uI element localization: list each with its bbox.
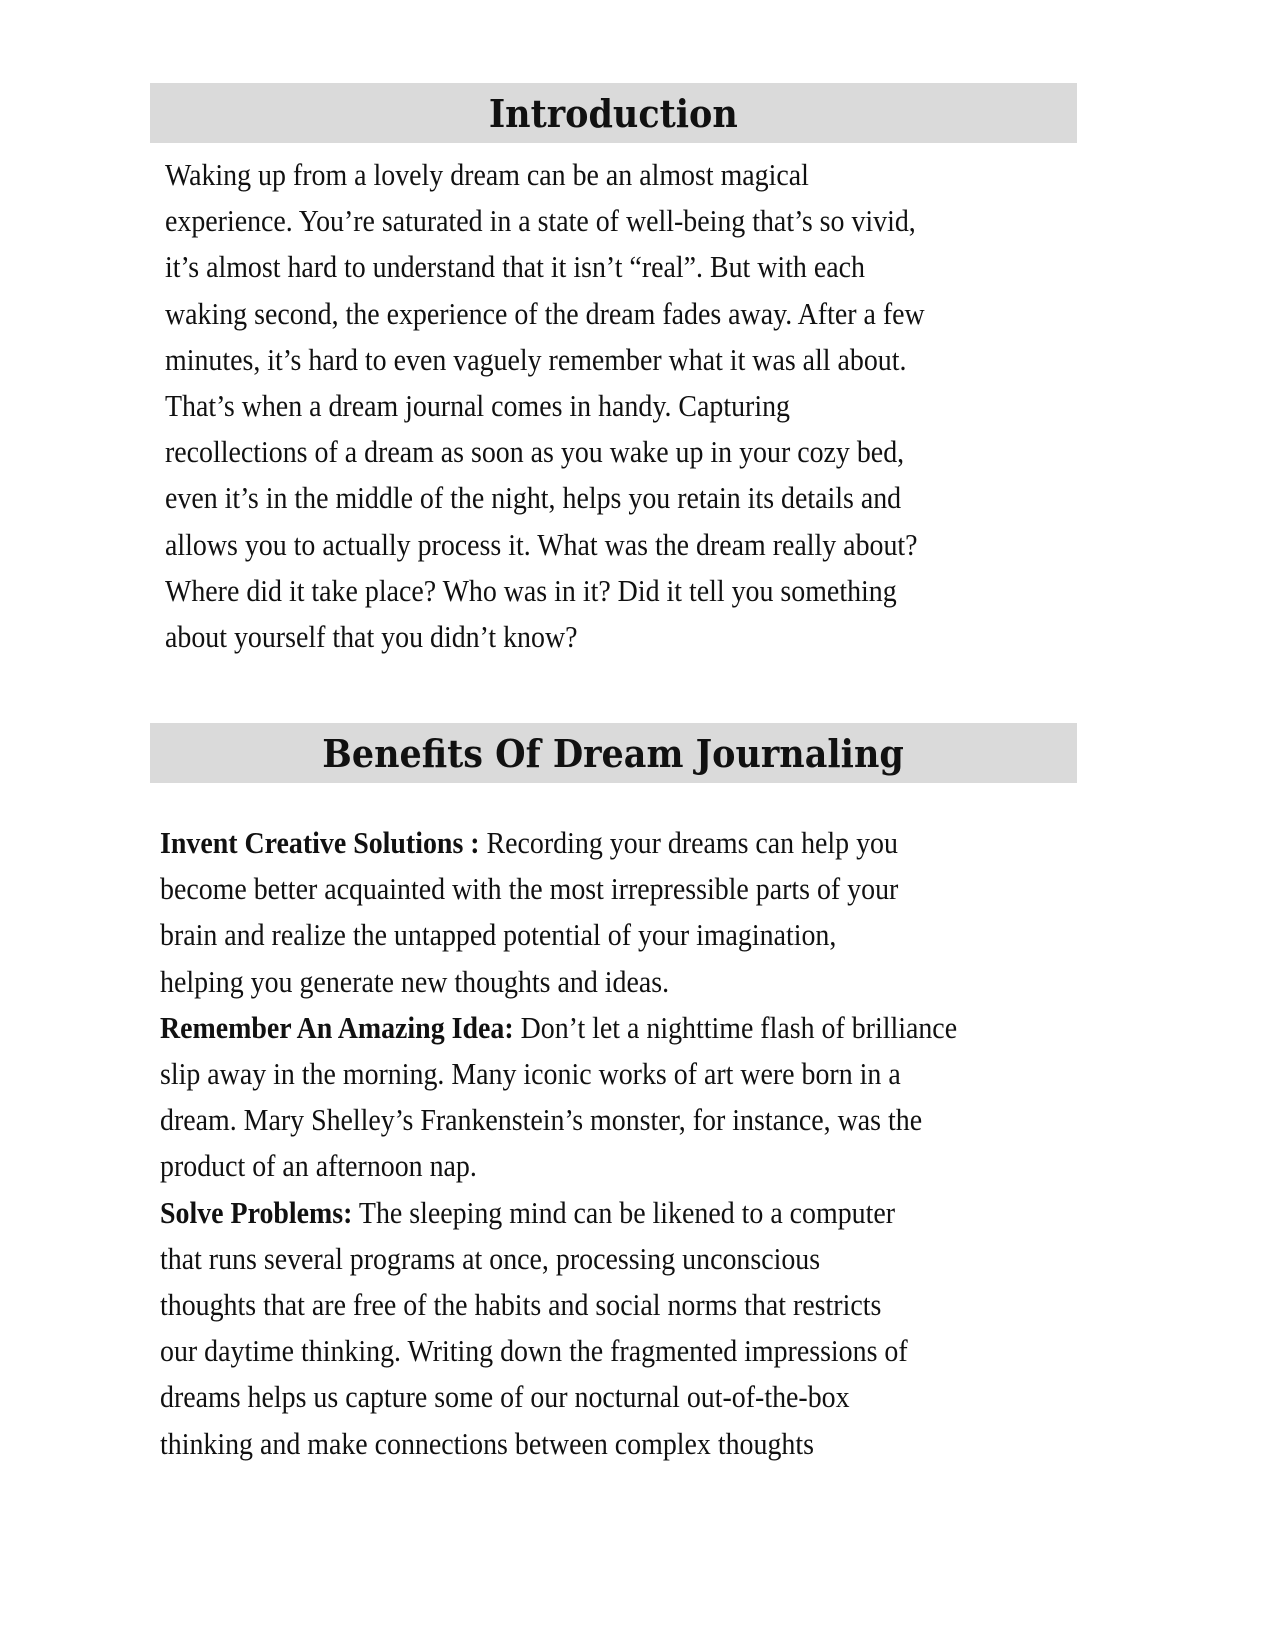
benefit-line: thinking and make connections between complex thoughts (160, 1425, 814, 1461)
benefit-line: become better acquainted with the most irrepressible parts of your (160, 871, 899, 907)
intro-line: Waking up from a lovely dream can be an almost magical (165, 157, 809, 192)
benefit-item (160, 1005, 1046, 1190)
benefit-line: our daytime thinking. Writing down the fragmented impressions of (160, 1333, 908, 1369)
intro-line: That’s when a dream journal comes in handy. Capturing (165, 388, 791, 424)
intro-line: minutes, it’s hard to even vaguely remember what it was all about. (165, 341, 907, 377)
intro-line: it’s almost hard to understand that it isn’t “real”. But with each (165, 249, 865, 285)
benefit-line: product of an afternoon nap. (160, 1148, 477, 1184)
benefit-label: Solve Problems: (160, 1194, 353, 1230)
intro-paragraph (165, 152, 1009, 660)
benefits-heading: Benefits Of Dream Journaling (150, 723, 1077, 783)
benefit-label: Invent Creative Solutions : (160, 825, 480, 860)
benefit-line: thoughts that are free of the habits and social norms that restricts (160, 1287, 882, 1323)
intro-line: waking second, the experience of the dream fades away. After a few (165, 295, 925, 331)
benefit-text: The sleeping mind can be likened to a computer (352, 1194, 896, 1230)
intro-line: allows you to actually process it. What was the dream really about? (165, 526, 918, 562)
intro-line: recollections of a dream as soon as you wake up in your cozy bed, (165, 434, 905, 470)
intro-line: Where did it take place? Who was in it? Did it tell you something (165, 572, 897, 608)
benefit-first-line (160, 820, 957, 866)
benefit-label: Remember An Amazing Idea: (160, 1009, 514, 1045)
intro-line: even it’s in the middle of the night, helps you retain its details and (165, 480, 902, 516)
benefit-line: helping you generate new thoughts and ideas. (160, 963, 670, 999)
benefits-list (160, 820, 1046, 1467)
benefit-line: dream. Mary Shelley’s Frankenstein’s monster, for instance, was the (160, 1102, 923, 1138)
benefit-line: slip away in the morning. Many iconic works of art were born in a (160, 1056, 901, 1092)
benefit-item (160, 820, 1046, 1005)
benefit-text: Recording your dreams can help you (479, 825, 898, 860)
intro-line: about yourself that you didn’t know? (165, 619, 578, 655)
benefit-line: brain and realize the untapped potential of your imagination, (160, 917, 837, 953)
benefit-item (160, 1190, 1046, 1467)
benefit-text: Don’t let a nighttime flash of brilliance (513, 1009, 958, 1045)
benefit-first-line (160, 1005, 957, 1051)
intro-heading: Introduction (150, 83, 1077, 143)
benefit-line: dreams helps us capture some of our nocturnal out-of-the-box (160, 1379, 850, 1415)
intro-line: experience. You’re saturated in a state of well-being that’s so vivid, (165, 203, 916, 239)
benefit-line: that runs several programs at once, processing unconscious (160, 1240, 821, 1276)
benefit-first-line (160, 1190, 957, 1236)
